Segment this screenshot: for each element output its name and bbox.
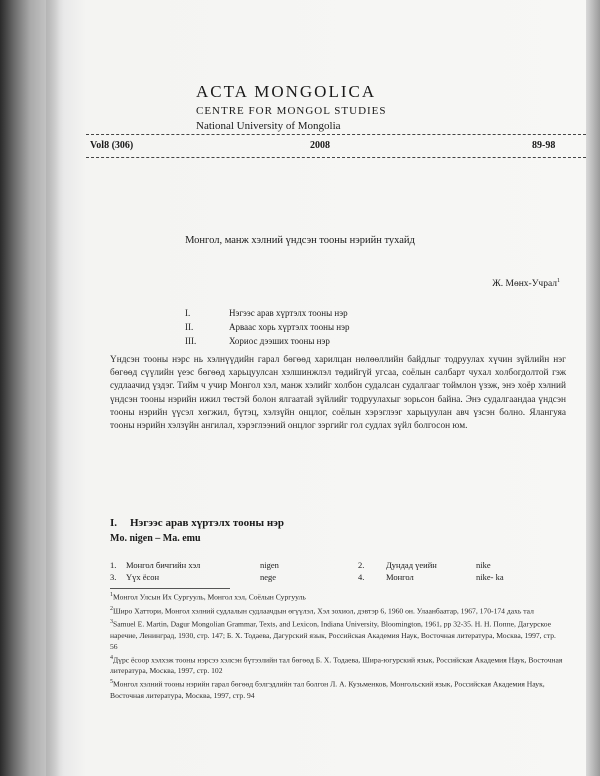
toc-item: I. Нэгээс арав хүртэлх тооны нэр bbox=[185, 308, 348, 318]
article-author bbox=[492, 278, 560, 289]
table-row: 3. Үүх ёсон nege 4. Монгол nike- ka bbox=[110, 572, 504, 582]
table-row: 1. Монгол бичгийн хэл nigen 2. Дундад үеийн nike bbox=[110, 560, 491, 570]
author-name: Ж. Мөнх-Учрал bbox=[492, 279, 557, 290]
page-edge bbox=[586, 0, 600, 776]
footnotes bbox=[110, 590, 565, 702]
footnote: $^5$Монгол хэлний тооны нэрийн гарал бөгөөд бэлгэдлийн тал болгон Л. А. Кузьменков, Монгольский язык, Российская Академия Наук, Восточная литература, Москва, 1997, стр. 94 bbox=[110, 679, 545, 700]
scan-shadow bbox=[0, 0, 60, 776]
footnote: $^2$Широ Хаттори, Монгол хэлний судлалын судлаачдын өгүүлэл, Хэл зохиол, дэвтэр 6, 1960 он. Улаанбаатар, 1967, 170-174 дахь тал bbox=[110, 605, 534, 616]
section-heading bbox=[110, 517, 284, 529]
pages-label: 89-98 bbox=[532, 140, 556, 151]
abstract-paragraph: Үндсэн тооны нэрс нь хэлнүүдийн гарал бөгөөд харилцан нөлөөллийн байдлыг тодруулах хүчин зүйлийн нэг бөгөөд сүүлийн үеэс бөгөөд харьцуулсан хэлшинжлэл төдийгүй угсаа, соёлын салбарт чухал холбогдолтой гэж судлаачид үздэг. Тийм ч учир Монгол хэл, манж хэлийг холбон судалсан судалгааг тоймлон үзэж, энэ хоёр хэлний үндсэн тооны нэрийн ижил төстэй болон ялгаатай зүйлийг тодруулахыг зорьсон байна. Энэ судалгаандаа үндсэн тооны нэрийн үүсэл хөгжил, бүтэц, хэлзүйн онцлог, соёлын хэрэглээг харьцуулан авч үзсэн болно. Ялангуяа тооны нэрийн хэлзүйн ангилал, хэрэглээний онцлог зэргийг гол судлах зүйл болгосон юм. bbox=[110, 355, 566, 432]
header-rule-bottom bbox=[86, 157, 586, 158]
volume-label: Vol8 (306) bbox=[90, 140, 134, 151]
table-of-contents bbox=[185, 306, 349, 348]
toc-item: II. Арваас хорь хүртэлх тооны нэр bbox=[185, 322, 350, 332]
section-number: I. bbox=[110, 517, 118, 529]
journal-university: National University of Mongolia bbox=[196, 120, 341, 132]
section-title: Нэгээс арав хүртэлх тооны нэр bbox=[130, 517, 285, 529]
footnote: $^1$Монгол Улсын Их Сургууль, Монгол хэл, Соёлын Сургууль bbox=[110, 592, 306, 602]
journal-title: ACTA MONGOLICA bbox=[196, 82, 377, 101]
header-rule-top bbox=[86, 134, 586, 135]
journal-centre: CENTRE FOR MONGOL STUDIES bbox=[196, 105, 387, 117]
author-footnote-marker: 1 bbox=[557, 278, 560, 284]
footnote: $^3$Samuel E. Martin, Dagur Mongolian Grammar, Texts, and Lexicon, Indiana University, Bloomington, 1961, pp 32-35. Н. Н. Поппе, Дагурское наречие, Ленинград, 1930, стр. 147; Б. Х. Тодаева, Дагурский язык, Российская Академия Наук, Восточная литература, Москва, 1997, стр. 56 bbox=[110, 619, 556, 651]
section-subtitle: Mo. nigen – Ma. emu bbox=[110, 533, 201, 544]
examples-table bbox=[110, 560, 504, 584]
toc-item: III. Хориос дээших тооны нэр bbox=[185, 336, 330, 346]
journal-header bbox=[196, 82, 456, 132]
article-title: Монгол, манж хэлний үндсэн тооны нэрийн тухайд bbox=[185, 235, 415, 246]
footnote-separator bbox=[110, 588, 230, 589]
year-label: 2008 bbox=[310, 140, 330, 151]
footnote: $^4$Дүрс ёсоор хэлхэж тооны нэрсээ хэлсэн бүтээлийн тал бөгөөд Б. Х. Тодаева, Шира-югурский язык, Российская Академия Наук, Восточная литература, Москва, 1997, стр. 102 bbox=[110, 654, 563, 676]
